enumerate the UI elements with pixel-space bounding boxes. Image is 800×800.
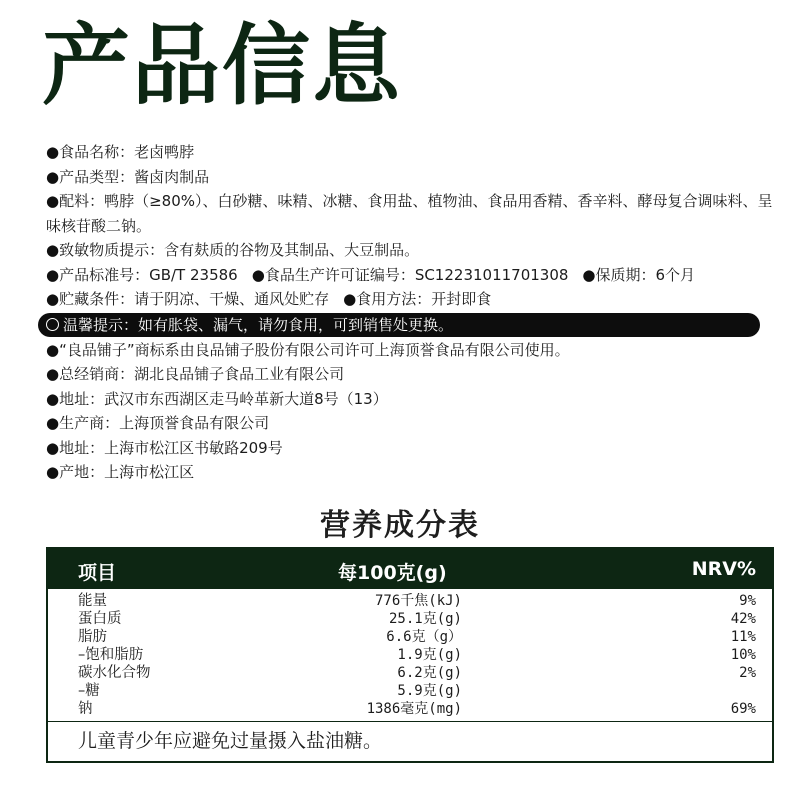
bullet-icon: ● bbox=[251, 265, 265, 284]
row-name: –糖 bbox=[78, 683, 100, 699]
manufacturer-address-text: 地址：上海市松江区书敏路209号 bbox=[59, 438, 283, 457]
row-name: 碳水化合物 bbox=[78, 665, 151, 681]
table-row bbox=[48, 700, 772, 719]
header-nrv: NRV% bbox=[691, 558, 756, 580]
row-nrv: 11% bbox=[730, 629, 756, 645]
info-distributor bbox=[46, 362, 776, 387]
shelf-life-text: 保质期：6个月 bbox=[595, 265, 696, 284]
row-name: –饱和脂肪 bbox=[78, 647, 144, 663]
info-origin bbox=[46, 460, 776, 485]
bullet-icon: ● bbox=[46, 340, 60, 359]
info-standard-license-shelf bbox=[46, 263, 776, 288]
usage-text: 食用方法：开封即食 bbox=[356, 290, 492, 308]
nutrition-rows bbox=[48, 589, 772, 722]
standard-text: 产品标准号：GB/T 23586 bbox=[59, 265, 238, 284]
ingredients-text: 配料：鸭脖（≥80%）、白砂糖、味精、冰糖、食用盐、植物油、食品用香精、香辛料、酵母复合调味料、呈味核苷酸二钠。 bbox=[46, 192, 773, 235]
info-ingredients bbox=[46, 189, 776, 238]
nutrition-table bbox=[46, 547, 774, 763]
bullet-icon: ● bbox=[46, 143, 60, 161]
row-value: 6.6克（g） bbox=[386, 629, 462, 645]
info-trademark bbox=[46, 338, 776, 363]
table-row bbox=[48, 592, 772, 611]
food-name-text: 食品名称：老卤鸭脖 bbox=[59, 143, 195, 161]
row-nrv: 69% bbox=[730, 701, 756, 717]
row-name: 蛋白质 bbox=[78, 611, 122, 627]
bullet-icon: ● bbox=[46, 414, 60, 432]
row-value: 25.1克(g) bbox=[388, 611, 462, 627]
info-product-type bbox=[46, 165, 776, 190]
table-row bbox=[48, 610, 772, 629]
row-value: 6.2克(g) bbox=[397, 665, 462, 681]
warm-tip-banner bbox=[38, 313, 760, 337]
warm-tip-text: 温馨提示：如有胀袋、漏气，请勿食用，可到销售处更换。 bbox=[63, 315, 454, 334]
nutrition-title: 营养成分表 bbox=[320, 508, 480, 543]
table-row bbox=[48, 682, 772, 701]
bullet-icon: ● bbox=[582, 265, 596, 284]
bullet-icon: ● bbox=[46, 365, 60, 383]
info-allergen bbox=[46, 238, 776, 263]
row-value: 776千焦(kJ) bbox=[374, 593, 462, 609]
bullet-icon: ● bbox=[46, 463, 60, 481]
bullet-icon: ● bbox=[46, 265, 60, 284]
nutrition-header bbox=[48, 549, 772, 589]
bullet-icon: ● bbox=[46, 241, 60, 259]
row-value: 1386毫克(mg) bbox=[366, 701, 462, 717]
row-nrv: 9% bbox=[739, 593, 756, 609]
info-manufacturer bbox=[46, 411, 776, 436]
allergen-text: 致敏物质提示：含有麸质的谷物及其制品、大豆制品。 bbox=[59, 241, 420, 259]
trademark-text: “良品铺子”商标系由良品铺子股份有限公司许可上海顶誉食品有限公司使用。 bbox=[59, 340, 570, 359]
row-value: 1.9克(g) bbox=[397, 647, 462, 663]
bullet-icon: ● bbox=[343, 290, 357, 308]
product-type-text: 产品类型：酱卤肉制品 bbox=[59, 167, 210, 186]
bullet-icon: ● bbox=[46, 290, 60, 308]
page-title: 产品信息 bbox=[42, 14, 403, 117]
storage-text: 贮藏条件：请于阴凉、干燥、通风处贮存 bbox=[59, 290, 330, 308]
table-row bbox=[48, 646, 772, 665]
row-value: 5.9克(g) bbox=[397, 683, 462, 699]
product-info-list bbox=[46, 140, 776, 485]
table-row bbox=[48, 628, 772, 647]
nutrition-footer: 儿童青少年应避免过量摄入盐油糖。 bbox=[78, 730, 383, 752]
info-distributor-address bbox=[46, 387, 776, 412]
info-storage-usage bbox=[46, 287, 776, 312]
info-manufacturer-address bbox=[46, 436, 776, 461]
origin-text: 产地：上海市松江区 bbox=[59, 463, 195, 481]
row-name: 脂肪 bbox=[78, 629, 107, 645]
table-row bbox=[48, 664, 772, 683]
row-name: 钠 bbox=[78, 701, 93, 717]
bullet-icon: ● bbox=[46, 389, 60, 408]
distributor-address-text: 地址：武汉市东西湖区走马岭革新大道8号（13） bbox=[59, 389, 388, 408]
bullet-icon: ● bbox=[46, 167, 60, 186]
row-nrv: 42% bbox=[730, 611, 756, 627]
ring-bullet-icon bbox=[46, 318, 59, 331]
distributor-text: 总经销商：湖北良品铺子食品工业有限公司 bbox=[59, 365, 345, 383]
bullet-icon: ● bbox=[46, 438, 60, 457]
header-per100: 每100克(g) bbox=[338, 562, 447, 584]
row-nrv: 10% bbox=[730, 647, 756, 663]
license-text: 食品生产许可证编号：SC12231011701308 bbox=[264, 265, 569, 284]
bullet-icon: ● bbox=[46, 192, 60, 210]
row-name: 能量 bbox=[78, 593, 107, 609]
info-food-name bbox=[46, 140, 776, 165]
row-nrv: 2% bbox=[739, 665, 756, 681]
header-item: 项目 bbox=[78, 562, 117, 584]
manufacturer-text: 生产商：上海顶誉食品有限公司 bbox=[59, 414, 270, 432]
